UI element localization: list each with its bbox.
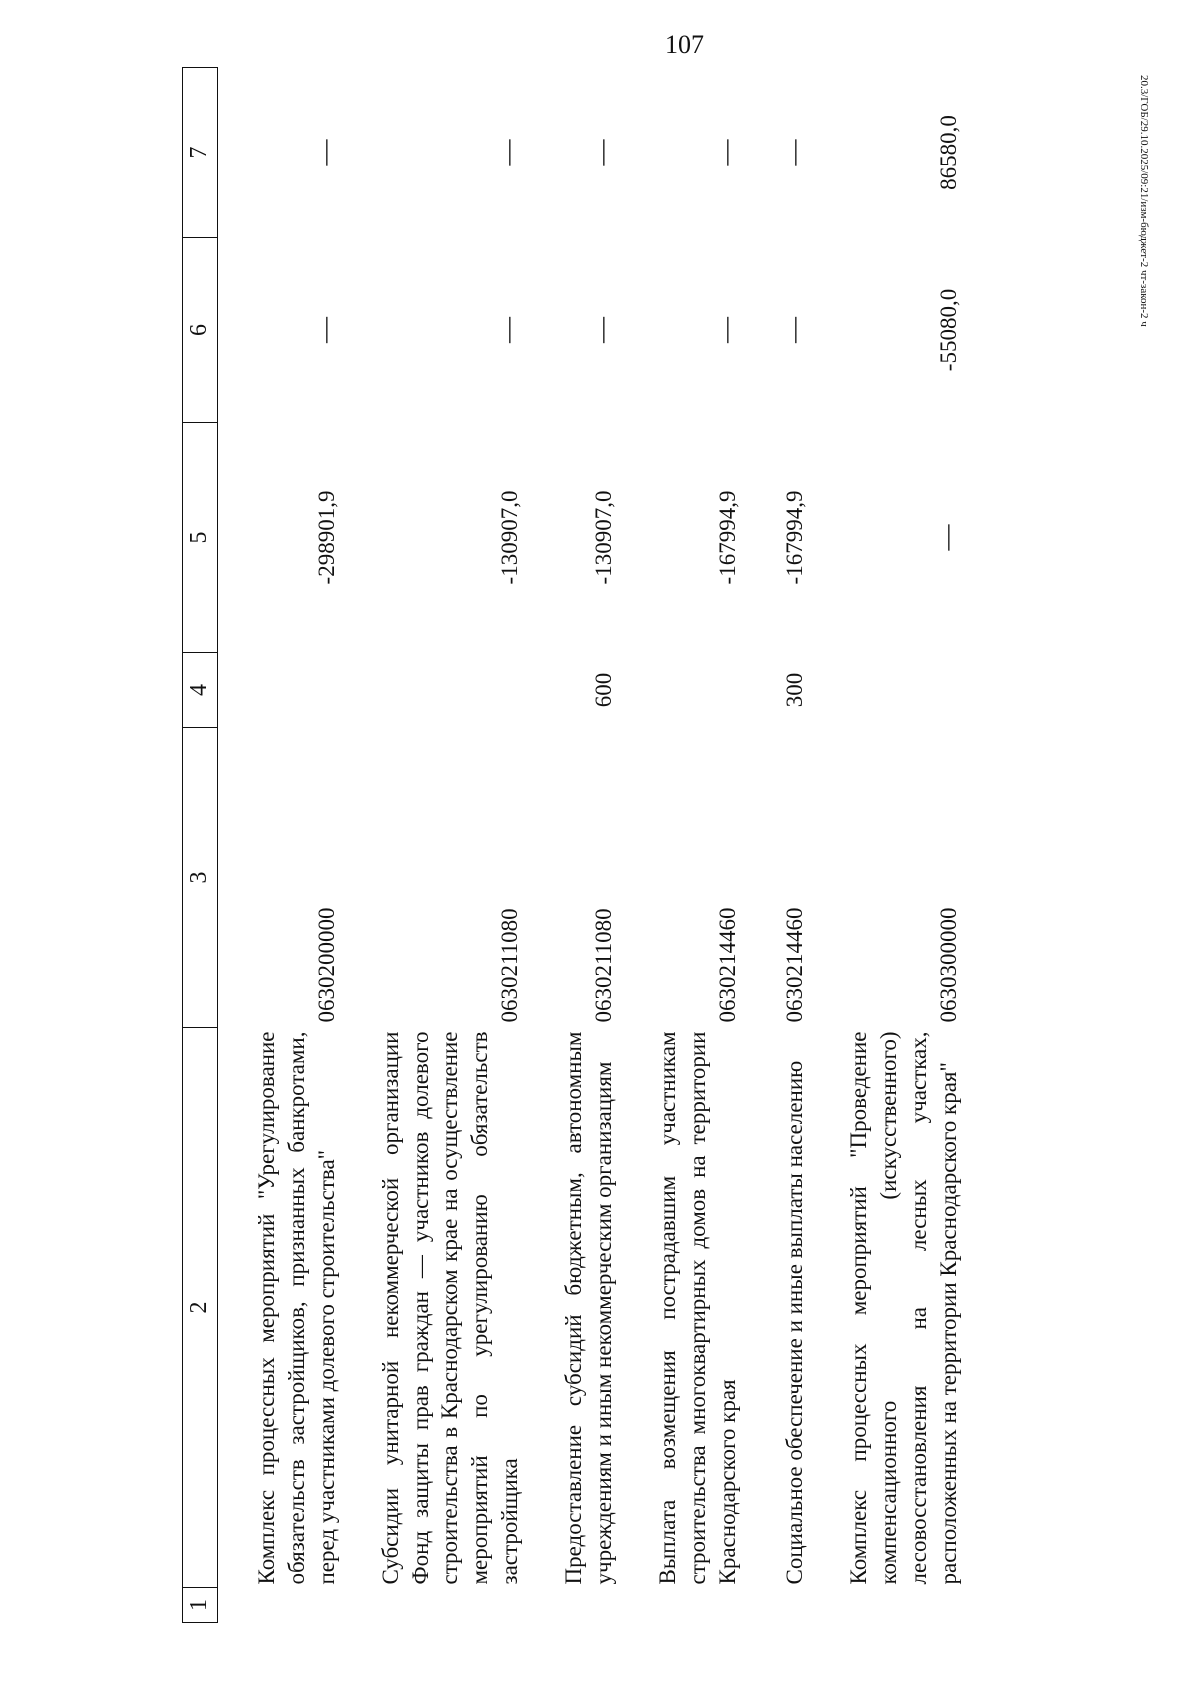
row-value-col5: -167994,9 (714, 490, 740, 585)
row-name: Социальное обеспечение и иные выплаты населению (782, 1060, 808, 1585)
table-row (376, 68, 525, 1623)
row-expense-type (376, 653, 525, 728)
row-code: 0630214460 (714, 907, 740, 1023)
document-footer-code: 20.3/ГОБ/29.10.2025/09:21/изм-бюджет-2 чт-закон-2 ч (1138, 75, 1150, 327)
row-expense-type: 600 (591, 672, 617, 708)
column-header: 2 (183, 1028, 218, 1588)
column-header: 1 (183, 1588, 218, 1623)
row-value-col7: — (710, 139, 740, 166)
row-code: 0630211080 (497, 908, 523, 1023)
row-name: Комплекс процессных мероприятий "Урегулирование обязательств застройщиков, признанных банкротами, перед участниками долевого строительства" (254, 1031, 339, 1585)
row-name: Предоставление субсидий бюджетным, автономным учреждениям и иным некоммерческим организациям (561, 1031, 617, 1585)
row-value-col6: — (778, 317, 808, 343)
row-value-col5: -298901,9 (313, 490, 339, 585)
table-row (844, 68, 964, 1623)
row-value-col7: — (493, 139, 523, 166)
row-value-col6: -55080,0 (936, 288, 962, 372)
row-value-col7: — (309, 139, 339, 166)
row-name: Выплата возмещения пострадавшим участникам строительства многоквартирных домов на территории Краснодарского края (654, 1031, 740, 1585)
row-value-col6: — (493, 317, 523, 343)
row-value-col7: — (778, 139, 808, 166)
row-code: 0630200000 (313, 907, 339, 1023)
row-value-col6: — (309, 317, 339, 343)
column-header: 4 (183, 653, 218, 728)
row-value-col6: — (710, 317, 740, 343)
row-value-col5: — (932, 524, 962, 551)
budget-table (182, 67, 964, 1623)
row-code: 0630214460 (782, 907, 808, 1023)
row-code: 0630300000 (936, 907, 962, 1023)
row-value-col5: -167994,9 (782, 490, 808, 585)
row-expense-type (252, 653, 342, 728)
row-value-col5: -130907,0 (591, 490, 617, 585)
page-number: 107 (665, 30, 704, 59)
table-row (653, 68, 743, 1623)
row-value-col6: — (587, 317, 617, 343)
budget-table-rotated (182, 68, 1062, 1623)
row-value-col5: -130907,0 (497, 490, 523, 585)
row-expense-type (653, 653, 743, 728)
row-name: Субсидии унитарной некоммерческой организации Фонд защиты прав граждан — участников долевого строительства в Краснодарском крае на осуществление мероприятий по урегулированию обязательств застройщика (377, 1031, 523, 1585)
column-header: 7 (183, 68, 218, 238)
row-name: Комплекс процессных мероприятий "Проведение компенсационного (искусственного) лесовосстановления на лесных участках, расположенных на территории Краснодарского края" (846, 1031, 962, 1585)
column-header: 5 (183, 423, 218, 653)
row-value-col7: — (587, 139, 617, 166)
row-expense-type (844, 653, 964, 728)
row-code: 0630211080 (591, 908, 617, 1023)
row-value-col7: 86580,0 (936, 115, 962, 190)
table-body (218, 68, 964, 1623)
table-row (252, 68, 342, 1623)
column-header: 6 (183, 238, 218, 423)
table-row (559, 68, 619, 1623)
row-expense-type: 300 (782, 672, 808, 708)
column-header: 3 (183, 728, 218, 1028)
table-row (777, 68, 811, 1623)
table-header-row (183, 68, 218, 1623)
